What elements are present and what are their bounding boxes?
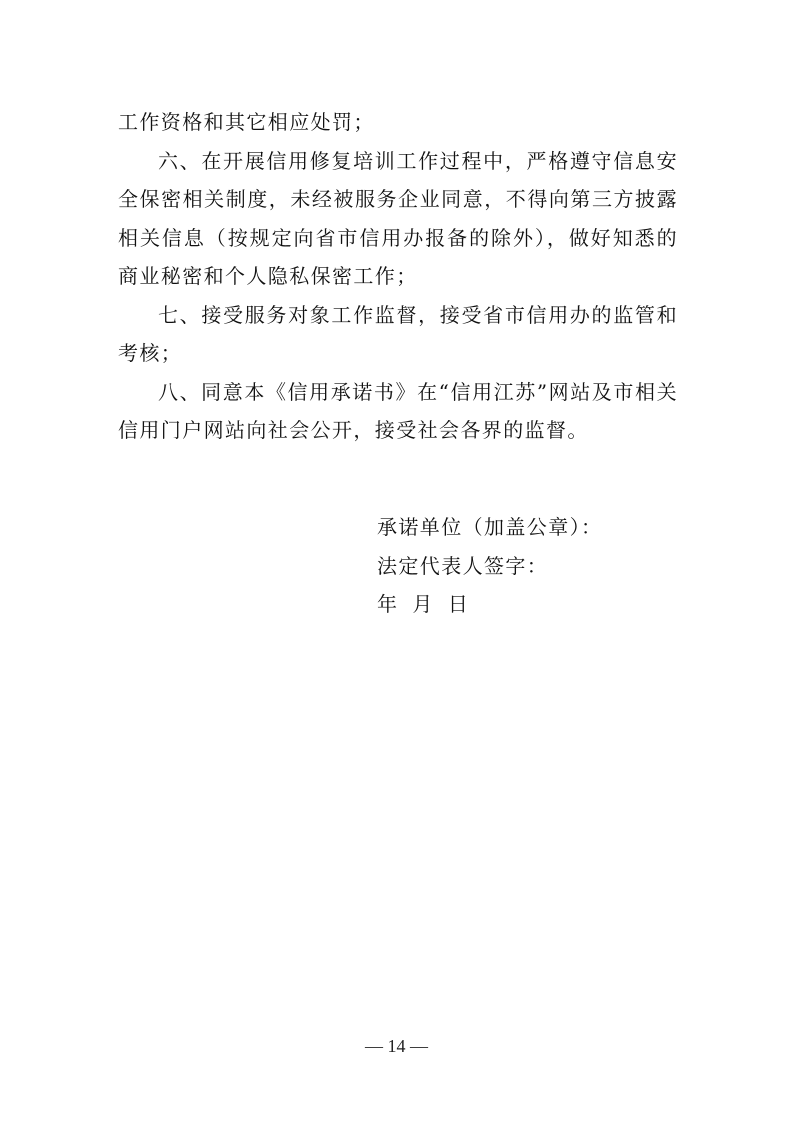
- signature-unit-label: 承诺单位（加盖公章）：: [377, 515, 603, 539]
- paragraph-seven: 七、接受服务对象工作监督，接受省市信用办的监管和考核；: [118, 302, 678, 365]
- date-year: 年: [377, 592, 399, 616]
- date-month: 月: [412, 592, 434, 616]
- date-day: 日: [447, 592, 470, 616]
- page-number: — 14 —: [365, 1036, 428, 1056]
- signature-date: [377, 585, 602, 624]
- paragraph-eight: 八、同意本《信用承诺书》在“信用江苏”网站及市相关信用门户网站向社会公开，接受社会各界的监督。: [118, 379, 678, 442]
- signature-representative-label: 法定代表人签字：: [377, 553, 549, 578]
- paragraph-six: 六、在开展信用修复培训工作过程中，严格遵守信息安全保密相关制度，未经被服务企业同意，不得向第三方披露相关信息（按规定向省市信用办报备的除外），做好知悉的商业秘密和个人隐私保密工作；: [118, 148, 678, 288]
- body-text: [118, 103, 678, 450]
- signature-block: [377, 508, 602, 624]
- paragraph-continuation: 工作资格和其它相应处罚；: [118, 110, 375, 134]
